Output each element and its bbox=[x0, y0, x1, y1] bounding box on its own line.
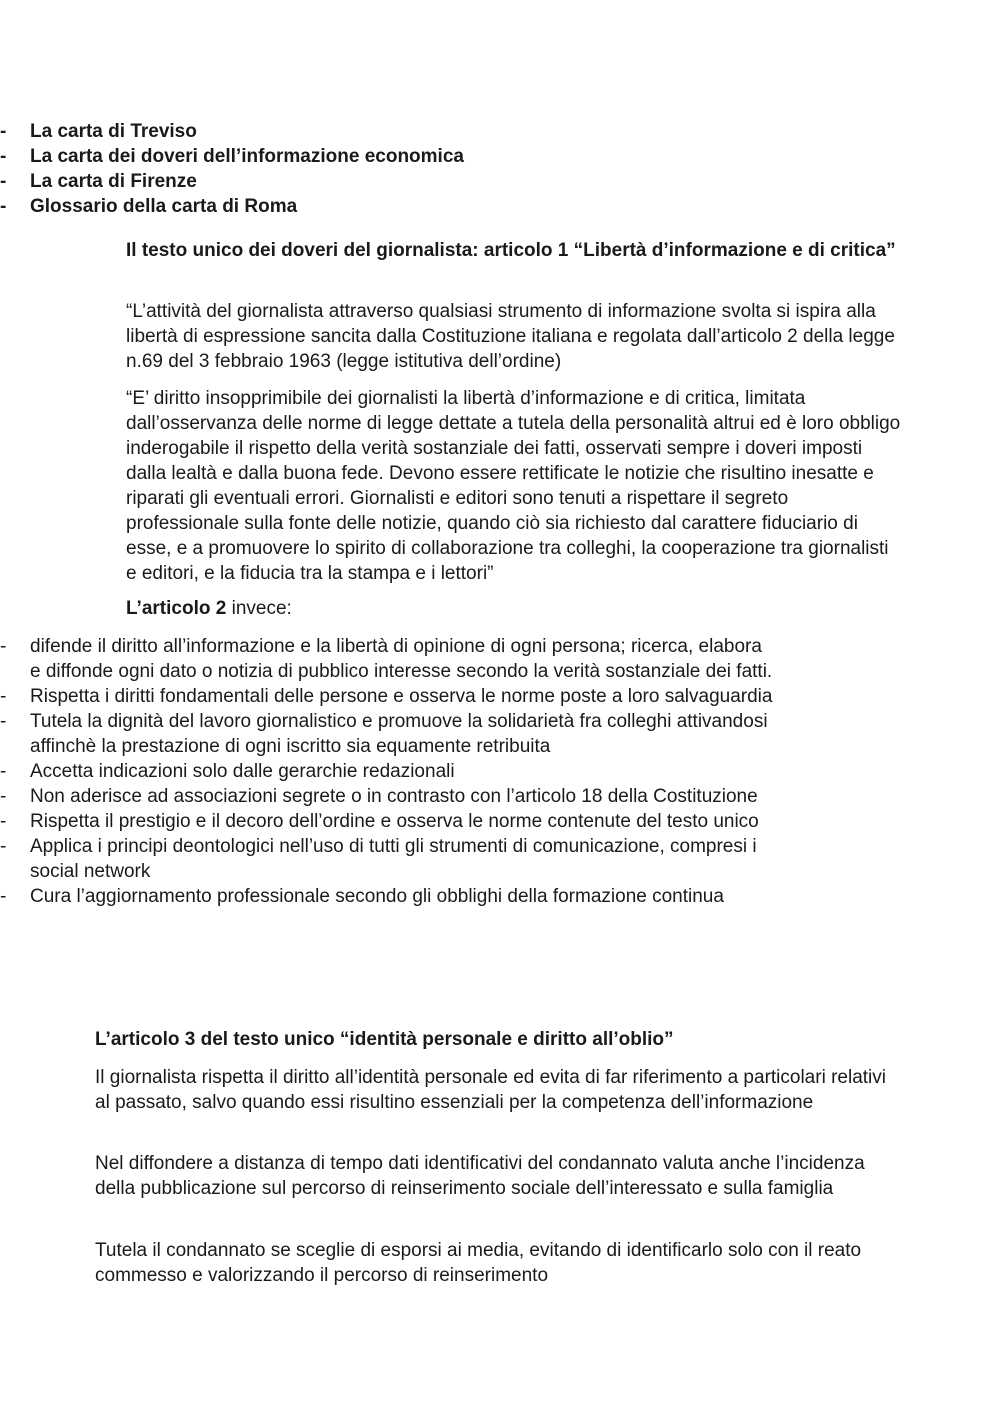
article3-paragraph-2: Nel diffondere a distanza di tempo dati identificativi del condannato valuta anche l’incidenza della pubblicazione sul percorso di reinserimento sociale dell’interessato e sulla famiglia bbox=[95, 1153, 865, 1199]
article1-heading: Il testo unico dei doveri del giornalista: articolo 1 “Libertà d’informazione e di critica” bbox=[126, 240, 896, 261]
list-item: - Applica i principi deontologici nell’uso di tutti gli strumenti di comunicazione, compresi i social network bbox=[0, 836, 757, 882]
list-item: - Rispetta il prestigio e il decoro dell’ordine e osserva le norme contenute del testo unico bbox=[0, 811, 759, 832]
list-item: - La carta di Treviso bbox=[0, 121, 197, 142]
article2-intro-label: L’articolo 2 bbox=[126, 598, 227, 619]
list-item: - Rispetta i diritti fondamentali delle persone e osserva le norme poste a loro salvaguardia bbox=[0, 686, 773, 707]
list-item: - Non aderisce ad associazioni segrete o in contrasto con l’articolo 18 della Costituzione bbox=[0, 786, 758, 807]
article2-list bbox=[0, 634, 775, 909]
article3-paragraph-1: Il giornalista rispetta il diritto all’identità personale ed evita di far riferimento a particolari relativi al passato, salvo quando essi risultino essenziali per la competenza dell’informazione bbox=[95, 1067, 886, 1113]
article3-paragraph-3: Tutela il condannato se sceglie di esporsi ai media, evitando di identificarlo solo con il reato commesso e valorizzando il percorso di reinserimento bbox=[95, 1240, 862, 1286]
list-item: - La carta dei doveri dell’informazione economica bbox=[0, 146, 464, 167]
list-item: - La carta di Firenze bbox=[0, 171, 197, 192]
article3-heading: L’articolo 3 del testo unico “identità personale e diritto all’oblio” bbox=[95, 1029, 674, 1050]
charters-list bbox=[0, 119, 775, 219]
list-item: - difende il diritto all’informazione e la libertà di opinione di ogni persona; ricerca, elabora e diffonde ogni dato o notizia di pubblico interesse secondo la verità sostanziale dei fatti. bbox=[0, 636, 773, 682]
list-item: - Tutela la dignità del lavoro giornalistico e promuove la solidarietà fra colleghi attivandosi affinchè la prestazione di ogni iscritto sia equamente retribuita bbox=[0, 711, 768, 757]
article1-quote-2: “E’ diritto insopprimibile dei giornalisti la libertà d’informazione e di critica, limitata dall’osservanza delle norme di legge dettate a tutela della personalità altrui ed è loro obbligo inderogabile il rispetto della verità sostanziale dei fatti, osservati sempre i doveri imposti dalla lealtà e dalla buona fede. Devono essere rettificate le notizie che risultino inesatte e riparati gli eventuali errori. Giornalisti e editori sono tenuti a rispettare il segreto professionale sulla fonte delle notizie, quando ciò sia richiesto dal carattere fiduciario di esse, e a promuovere lo spirito di collaborazione tra colleghi, la cooperazione tra giornalisti e editori, e la fiducia tra la stampa e i lettori” bbox=[126, 388, 901, 584]
list-item: - Glossario della carta di Roma bbox=[0, 196, 298, 217]
list-item: - Accetta indicazioni solo dalle gerarchie redazionali bbox=[0, 761, 455, 782]
article1-quote-1: “L’attività del giornalista attraverso qualsiasi strumento di informazione svolta si ispira alla libertà di espressione sancita dalla Costituzione italiana e regolata dall’articolo 2 della legge n.69 del 3 febbraio 1963 (legge istitutiva dell’ordine) bbox=[126, 301, 895, 372]
list-item: - Cura l’aggiornamento professionale secondo gli obblighi della formazione continua bbox=[0, 886, 724, 907]
article2-intro: L’articolo 2 invece: bbox=[126, 598, 292, 619]
